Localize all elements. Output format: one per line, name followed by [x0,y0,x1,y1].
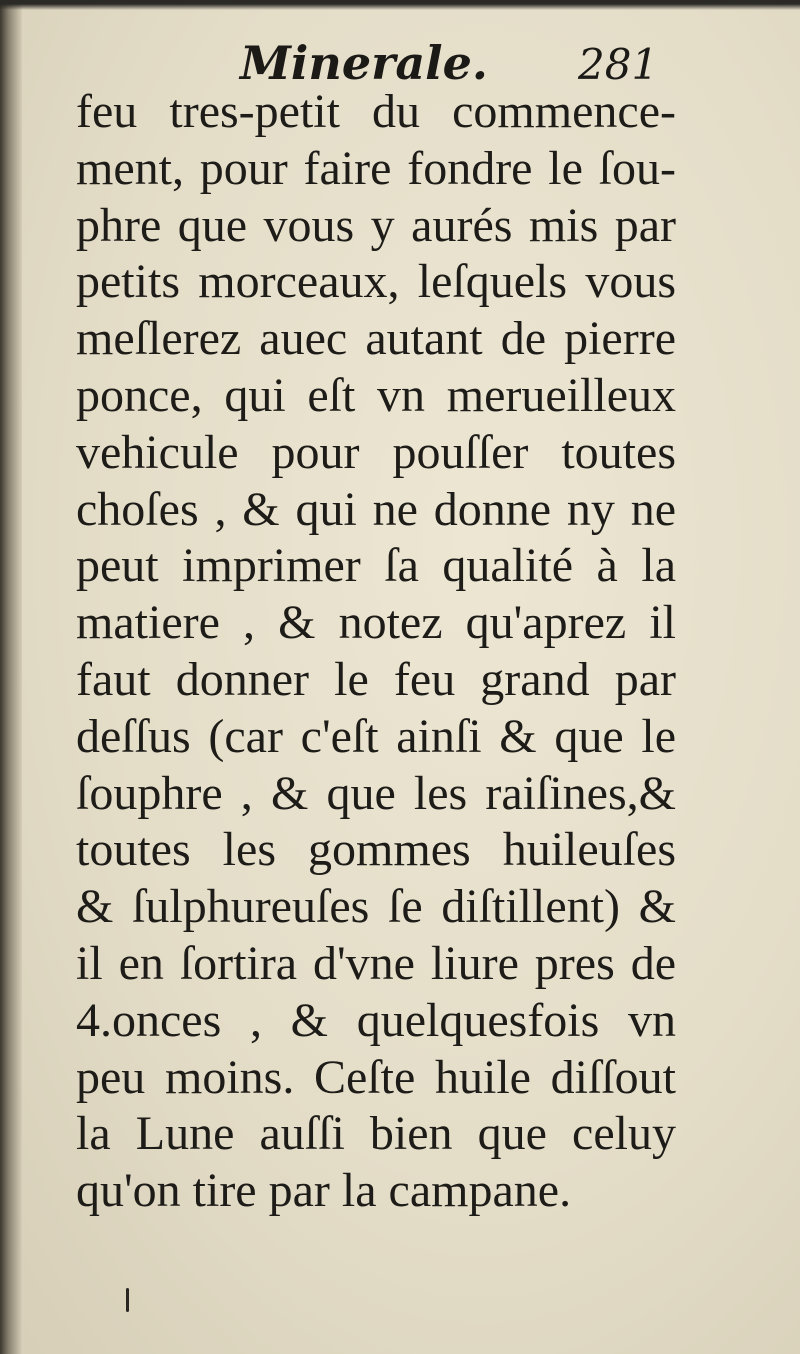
text-line: qu'on tire par la campane. [76,1164,572,1218]
text-line: ponce, qui eſt vn merueilleux [76,368,676,422]
text-line: matiere , & notez qu'aprez il [76,596,676,650]
text-line: phre que vous y aurés mis par [76,198,676,252]
page-top-edge [0,0,800,10]
text-line: deſſus (car c'eſt ainſi & que le [76,709,676,763]
text-line: la Lune auſſi bien que celuy [76,1107,676,1161]
text-line: faut donner le feu grand par [76,652,676,706]
text-line: toutes les gommes huileuſes [76,823,676,877]
page-binding-edge [0,0,22,1354]
text-line: peu moins. Ceſte huile diſſout [76,1050,676,1104]
text-line: il en ſortira d'vne liure pres de [76,936,676,990]
running-title: Minerale. [240,36,488,90]
text-line: meſlerez auec autant de pierre [76,312,676,366]
text-line: choſes , & qui ne donne ny ne [76,482,676,536]
text-line: ſouphre , & que les raiſines,& [76,766,676,820]
body-text [76,84,676,1220]
text-line: & ſulphureuſes ſe diſtillent) & [76,880,676,934]
page-number: 281 [578,40,659,89]
text-line: peut imprimer ſa qualité à la [76,539,676,593]
text-line: vehicule pour pouſſer toutes [76,425,676,479]
text-line: ment, pour faire fondre le ſou- [76,141,676,195]
text-line: feu tres-petit du commence- [76,85,676,138]
ink-speck [126,1288,129,1312]
text-line: petits morceaux, leſquels vous [76,255,676,309]
text-line: 4.onces , & quelquesfois vn [76,993,676,1047]
